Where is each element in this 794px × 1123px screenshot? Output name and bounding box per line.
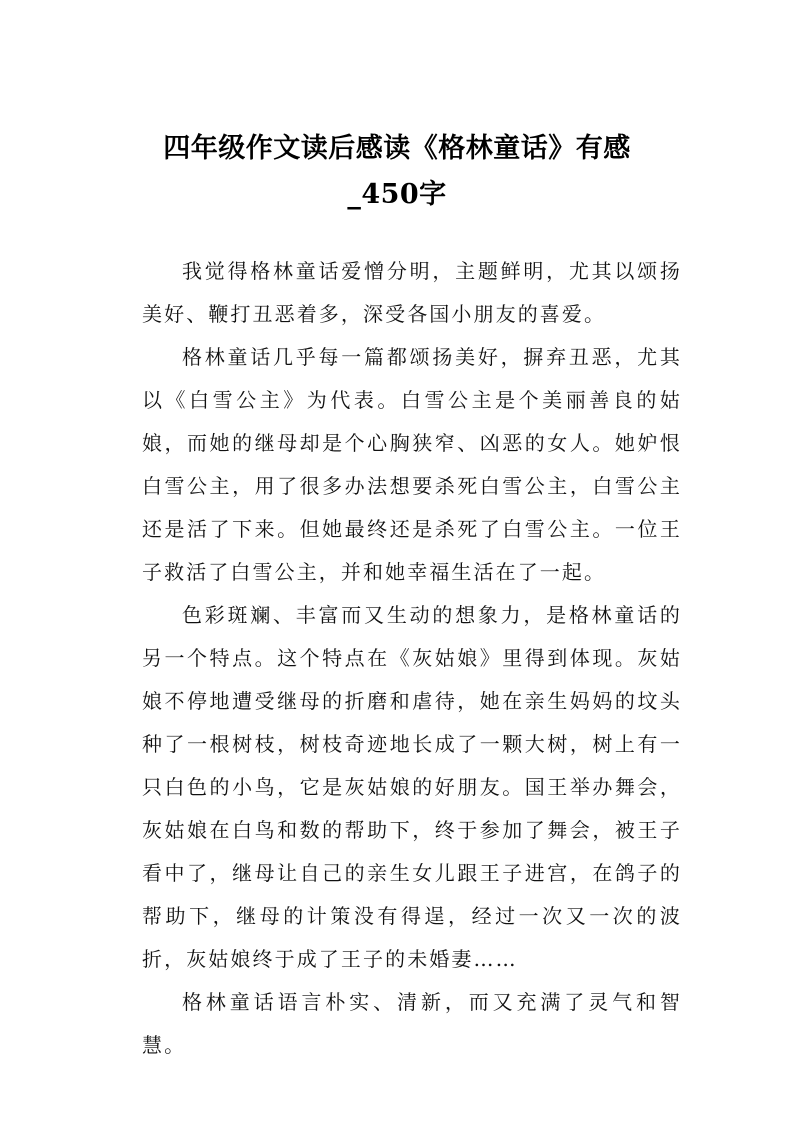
title-line-2: _450字 [347, 179, 447, 211]
essay-body [142, 250, 682, 1067]
page-title [100, 126, 694, 218]
paragraph-2: 格林童话几乎每一篇都颂扬美好，摒弃丑恶，尤其以《白雪公主》为代表。白雪公主是个美丽善良的姑娘，而她的继母却是个心胸狭窄、凶恶的女人。她妒恨白雪公主，用了很多办法想要杀死白雪公主，白雪公主还是活了下来。但她最终还是杀死了白雪公主。一位王子救活了白雪公主，并和她幸福生活在了一起。 [142, 345, 682, 584]
paragraph-4: 格林童话语言朴实、清新，而又充满了灵气和智慧。 [142, 990, 682, 1057]
paragraph-3: 色彩斑斓、丰富而又生动的想象力，是格林童话的另一个特点。这个特点在《灰姑娘》里得到体现。灰姑娘不停地遭受继母的折磨和虐待，她在亲生妈妈的坟头种了一根树枝，树枝奇迹地长成了一颗大树，树上有一只白色的小鸟，它是灰姑娘的好朋友。国王举办舞会，灰姑娘在白鸟和数的帮助下，终于参加了舞会，被王子看中了，继母让自己的亲生女儿跟王子进宫，在鸽子的帮助下，继母的计策没有得逞，经过一次又一次的波折，灰姑娘终于成了王子的未婚妻…… [142, 603, 682, 971]
title-line-1: 四年级作文读后感读《格林童话》有感 [163, 133, 631, 165]
paragraph-1: 我觉得格林童话爱憎分明，主题鲜明，尤其以颂扬美好、鞭打丑恶着多，深受各国小朋友的喜爱。 [142, 259, 682, 326]
